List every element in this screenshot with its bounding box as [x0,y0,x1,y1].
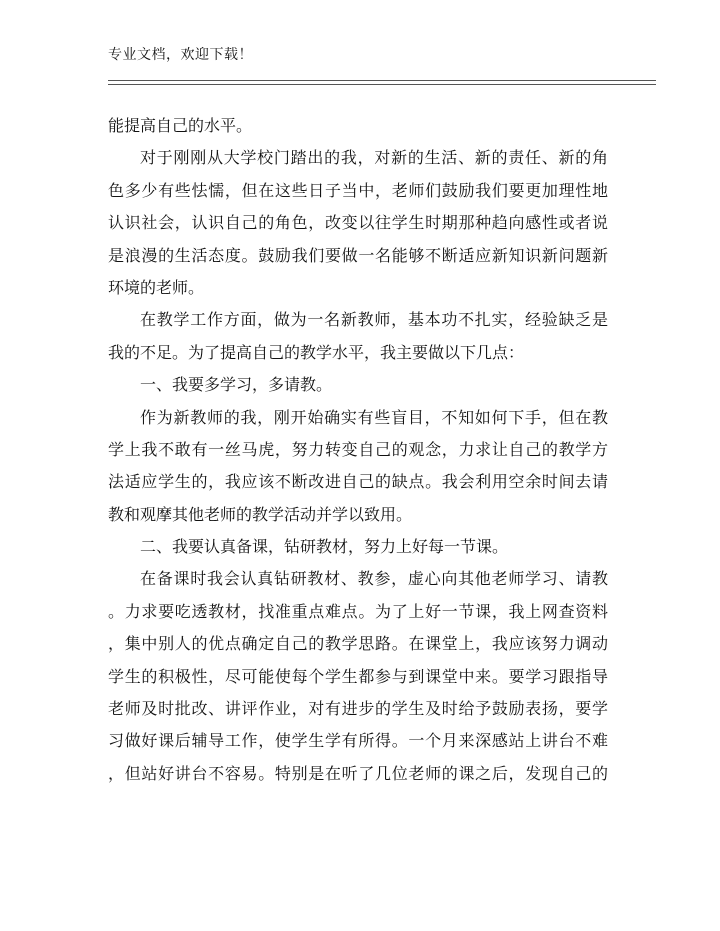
paragraph-line: 认识社会，认识自己的角色，改变以往学生时期那种趋向感性或者说 [108,213,608,233]
paragraph-line: 法适应学生的，我应该不断改进自己的缺点。我会利用空余时间去请 [108,472,608,492]
paragraph-line: 环境的老师。 [108,277,205,297]
paragraph-line: 。力求要吃透教材，找准重点难点。为了上好一节课，我上网查资料 [108,601,608,621]
document-body [108,110,608,790]
paragraph-line: 老师及时批改、讲评作业，对有进步的学生及时给予鼓励表扬，要学 [108,699,608,719]
header-divider-line-secondary [108,84,656,85]
paragraph-line: 学上我不敢有一丝马虎，努力转变自己的观念，力求让自己的教学方 [108,439,608,459]
paragraph-line: 习做好课后辅导工作，使学生学有所得。一个月来深感站上讲台不难 [108,731,608,751]
header-divider-line [108,80,656,81]
paragraph-line: 是浪漫的生活态度。鼓励我们要做一名能够不断适应新知识新问题新 [108,245,608,265]
paragraph-line: 在教学工作方面，做为一名新教师，基本功不扎实，经验缺乏是 [140,310,608,330]
section-heading-line: 二、我要认真备课，钻研教材，努力上好每一节课。 [140,537,509,557]
paragraph-line: ，集中别人的优点确定自己的教学思路。在课堂上，我应该努力调动 [108,634,608,654]
paragraph-line: 我的不足。为了提高自己的教学水平，我主要做以下几点： [108,342,525,362]
paragraph-line: 能提高自己的水平。 [108,116,253,135]
paragraph-line: 教和观摩其他老师的教学活动并学以致用。 [108,504,413,524]
paragraph-line: ，但站好讲台不容易。特别是在听了几位老师的课之后，发现自己的 [108,763,608,783]
paragraph-line: 在备课时我会认真钻研教材、教参，虚心向其他老师学习、请教 [140,569,608,589]
paragraph-line: 学生的积极性，尽可能使每个学生都参与到课堂中来。要学习跟指导 [108,666,608,686]
paragraph-line: 色多少有些怯懦，但在这些日子当中，老师们鼓励我们要更加理性地 [108,180,608,200]
paragraph-line: 对于刚刚从大学校门踏出的我，对新的生活、新的责任、新的角 [140,148,608,168]
section-heading-line: 一、我要多学习，多请教。 [140,375,333,395]
paragraph-line: 作为新教师的我，刚开始确实有些盲目，不知如何下手，但在教 [140,407,608,427]
page-header-text: 专业文档，欢迎下载！ [108,47,253,63]
